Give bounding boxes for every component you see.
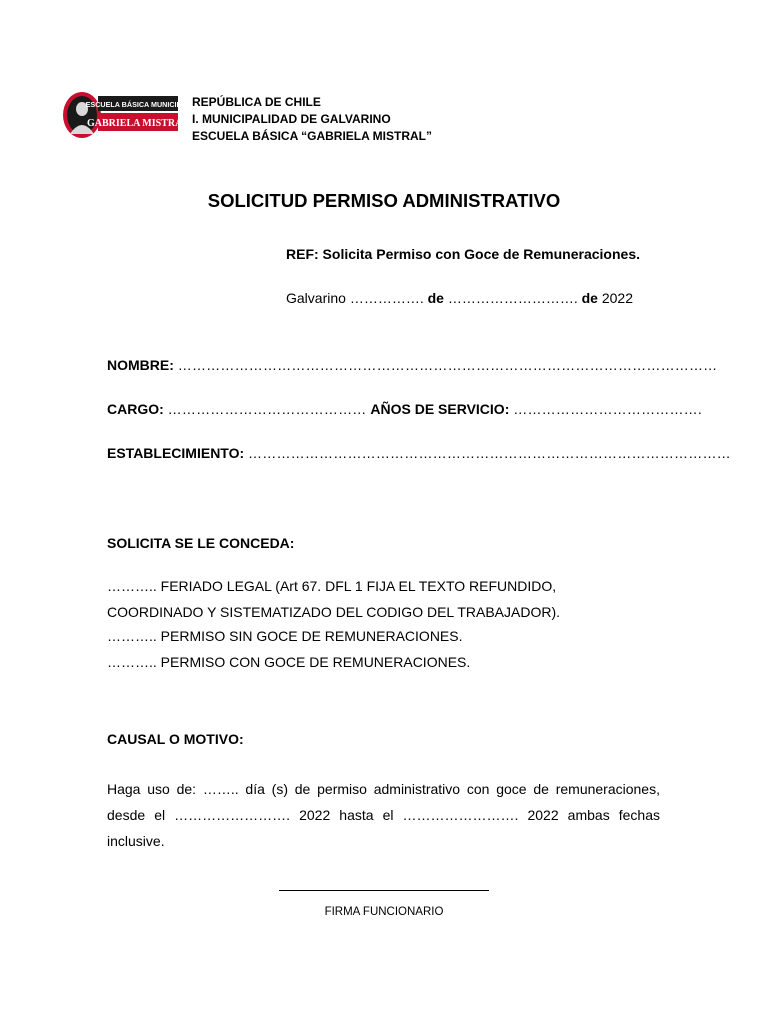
anos-servicio-blank: …………………………………. [513,401,702,417]
logo-text-top: ESCUELA BÁSICA MUNICIPAL [85,100,191,109]
nombre-field [107,357,718,373]
signature-label: FIRMA FUNCIONARIO [324,906,444,918]
date-year: 2022 [601,290,633,306]
establecimiento-label: ESTABLECIMIENTO: [107,445,245,461]
date-de-2: de [581,290,598,306]
date-day-blank: ……………. [349,290,424,306]
header-line-municipality: I. MUNICIPALIDAD DE GALVARINO [192,112,391,126]
option-permiso-con-goce: ……….. PERMISO CON GOCE DE REMUNERACIONES. [107,654,471,670]
date-line [286,290,633,306]
header-line-school: ESCUELA BÁSICA “GABRIELA MISTRAL” [192,129,432,143]
reference-line: REF: Solicita Permiso con Goce de Remuneraciones. [286,246,640,262]
header-line-country: REPÚBLICA DE CHILE [192,95,321,109]
document-title: SOLICITUD PERMISO ADMINISTRATIVO [207,190,561,211]
causal-heading: CAUSAL O MOTIVO: [107,731,244,747]
establecimiento-blank: ………………………………………………………………………………………… [248,445,731,461]
date-month-blank: ………………………. [447,290,578,306]
signature-line [279,890,489,891]
school-logo [62,90,191,140]
option-feriado-legal-line1: ……….. FERIADO LEGAL (Art 67. DFL 1 FIJA EL TEXTO REFUNDIDO, [107,578,557,594]
nombre-blank: …………………………………………………………………………………………………… [177,357,718,373]
option-permiso-sin-goce: ……….. PERMISO SIN GOCE DE REMUNERACIONES. [107,628,463,644]
solicita-heading: SOLICITA SE LE CONCEDA: [107,535,295,551]
anos-servicio-label: AÑOS DE SERVICIO: [370,401,510,417]
causal-text: Haga uso de: …….. día (s) de permiso administrativo con goce de remuneraciones, desde el ……………………. 2022 hasta el ……………………. 2022 ambas fechas inclusive. [107,781,660,849]
nombre-label: NOMBRE: [107,357,174,373]
date-de-1: de [427,290,444,306]
establecimiento-field [107,445,731,461]
solicita-options [107,573,660,675]
option-feriado-legal-line2: COORDINADO Y SISTEMATIZADO DEL CODIGO DEL TRABAJADOR). [107,604,560,620]
date-city: Galvarino [286,290,346,306]
cargo-label: CARGO: [107,401,164,417]
logo-text-bottom: GABRIELA MISTRAL [87,118,189,129]
cargo-field [107,401,702,417]
cargo-blank: …………………………………… [167,401,367,417]
